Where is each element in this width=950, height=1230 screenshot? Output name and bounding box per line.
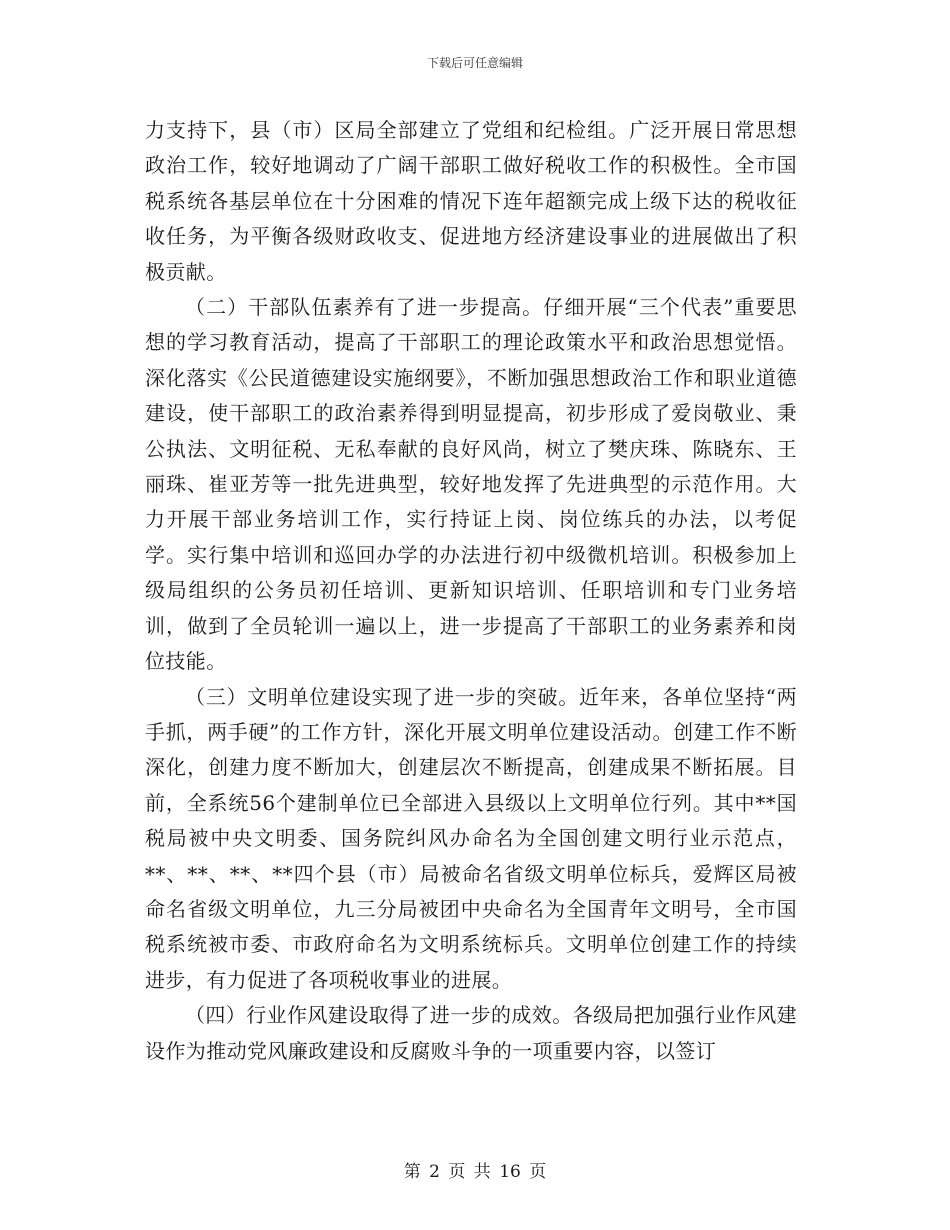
paragraph-continuation: 力支持下，县（市）区局全部建立了党组和纪检组。广泛开展日常思想政治工作，较好地调动了广阔干部职工做好税收工作的积极性。全市国税系统各基层单位在十分困难的情况下连年超额完成上级下达的税收征收任务，为平衡各级财政收支、促进地方经济建设事业的进展做出了积极贡献。	[145, 118, 797, 284]
paragraph-section-2: （二）干部队伍素养有了进一步提高。仔细开展“三个代表”重要思想的学习教育活动，提高了干部职工的理论政策水平和政治思想觉悟。深化落实《公民道德建设实施纲要》，不断加强思想政治工作和职业道德建设，使干部职工的政治素养得到明显提高，初步形成了爱岗敬业、秉公执法、文明征税、无私奉献的良好风尚，树立了樊庆珠、陈晓东、王丽珠、崔亚芳等一批先进典型，较好地发挥了先进典型的示范作用。大力开展干部业务培训工作，实行持证上岗、岗位练兵的办法，以考促学。实行集中培训和巡回办学的办法进行初中级微机培训。积极参加上级局组织的公务员初任培训、更新知识培训、任职培训和专门业务培训，做到了全员轮训一遍以上，进一步提高了干部职工的业务素养和岗位技能。	[145, 295, 797, 674]
paragraph-section-4: （四）行业作风建设取得了进一步的成效。各级局把加强行业作风建设作为推动党风廉政建设和反腐败斗争的一项重要内容，以签订	[145, 1003, 797, 1063]
document-body	[145, 113, 797, 1069]
page-header: 下载后可任意编辑	[426, 56, 523, 70]
paragraph-section-3: （三）文明单位建设实现了进一步的突破。近年来，各单位坚持“两手抓，两手硬”的工作方针，深化开展文明单位建设活动。创建工作不断深化，创建力度不断加大，创建层次不断提高，创建成果不断拓展。目前，全系统56个建制单位已全部进入县级以上文明单位行列。其中**国税局被中央文明委、国务院纠风办命名为全国创建文明行业示范点，**、**、**、**四个县（市）局被命名省级文明单位标兵，爱辉区局被命名省级文明单位，九三分局被团中央命名为全国青年文明号，全市国税系统被市委、市政府命名为文明系统标兵。文明单位创建工作的持续进步，有力促进了各项税收事业的进展。	[145, 684, 797, 992]
page-number-footer: 第 2 页 共 16 页	[403, 1162, 547, 1182]
